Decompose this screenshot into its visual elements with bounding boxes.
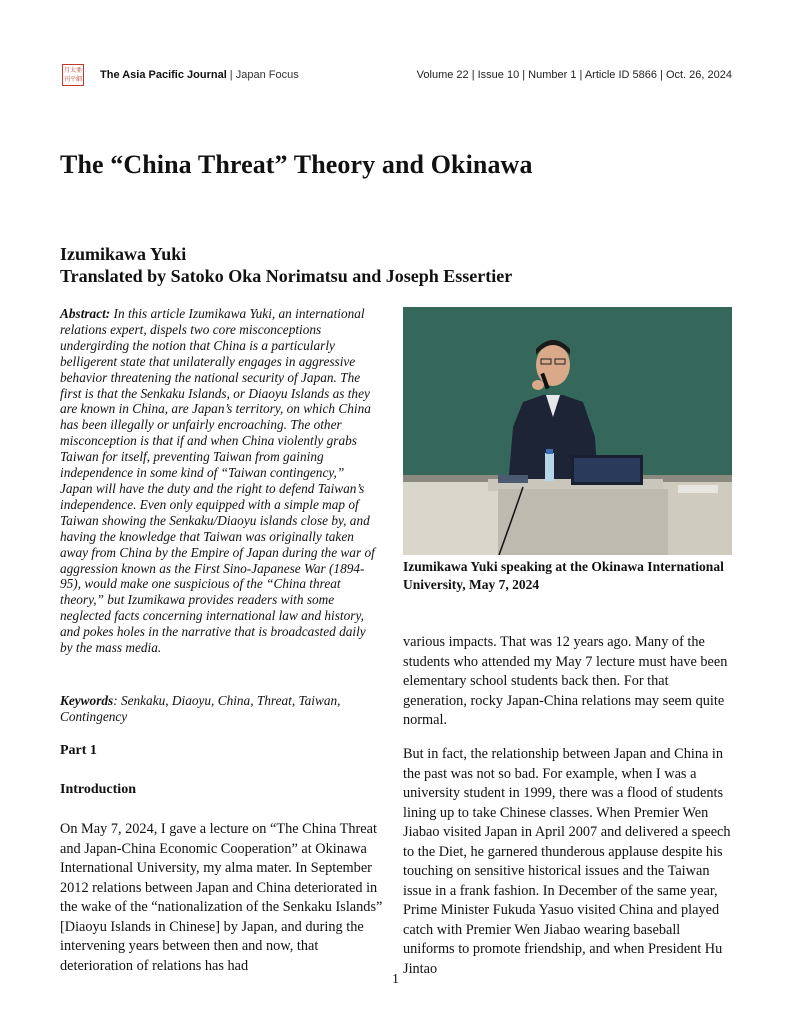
issue-info: Volume 22 | Issue 10 | Number 1 | Article ID 5866 | Oct. 26, 2024 (416, 69, 732, 81)
page-header (62, 64, 732, 88)
body-paragraph-left: On May 7, 2024, I gave a lecture on “The China Threat and Japan-China Economic Cooperation” at Okinawa International University, my alma mater. In September 2012 relations between Japan and China deteriorated in the wake of the “nationalization of the Senkaku Islands” [Diaoyu Islands in Chinese] by Japan, and during the intervening years between then and now, that deterioration of relations has had (60, 821, 383, 974)
keywords-label: Keywords (60, 693, 114, 708)
logo-char: 刊 (64, 76, 71, 83)
abstract (60, 306, 378, 656)
body-paragraph-right-2: But in fact, the relationship between Japan and China in the past was not so bad. For example, when I was a university student in 1999, there was a flood of students lining up to take Chinese classes. When Premier Wen Jiabao visited Japan in April 2007 and delivered a speech to the Diet, he garnered thunderous applause despite his touching on sensitive historical issues and the Taiwan issue in a frank fashion. In December of the same year, Prime Minister Fukuda Yasuo visited China and played catch with Premier Wen Jiabao wearing baseball uniforms to promote friendship, and when President Hu Jintao (403, 746, 731, 977)
abstract-text: In this article Izumikawa Yuki, an international relations expert, dispels two core misconceptions undergirding the notion that China is a particularly belligerent state that unilaterally engages in aggressive behavior threatening the national security of Japan. The first is that the Senkaku Islands, or Diaoyu Islands as they are known in China, are Japan’s territory, on which China has been illegally or unfairly encroaching. The other misconception is that if and when China violently grabs Taiwan for itself, preventing Taiwan from gaining independence in some kind of “Taiwan contingency,” Japan will have the duty and the right to defend Taiwan’s independence. Even only equipped with a simple map of Taiwan showing the Senkaku/Diaoyu islands close by, and having the knowledge that Taiwan was originally taken away from China by the Empire of Japan during the war of aggression known as the First Sino-Japanese War (1894-95), would make one suspicious of the “China threat theory,” but Izumikawa provides readers with some neglected facts concerning international law and history, and pokes holes in the narrative that is broadcasted daily by the mass media. (60, 306, 375, 656)
logo-char: 月 (64, 67, 71, 74)
author-name: Izumikawa Yuki (60, 244, 187, 264)
body-paragraph-right-1: various impacts. That was 12 years ago. Many of the students who attended my May 7 lecture must have been elementary school students back then. For that generation, rocky Japan-China relations may seem quite normal. (403, 634, 728, 728)
translator-line: Translated by Satoko Oka Norimatsu and Joseph Essertier (60, 266, 513, 286)
keywords (60, 693, 378, 725)
logo-char: 太 (70, 67, 77, 74)
keywords-text: : Senkaku, Diaoyu, China, Threat, Taiwan, Contingency (60, 693, 341, 724)
logo-char: 平 (70, 76, 77, 83)
photo-caption: Izumikawa Yuki speaking at the Okinawa International University, May 7, 2024 (403, 559, 724, 592)
page-number: 1 (392, 972, 399, 987)
journal-name: The Asia Pacific Journal (100, 69, 227, 81)
article-title: The “China Threat” Theory and Okinawa (60, 150, 533, 179)
journal-subtitle: | Japan Focus (226, 69, 299, 81)
lecture-photo-illustration (403, 307, 732, 555)
abstract-label: Abstract: (60, 306, 111, 321)
logo-char: 亜 (76, 67, 83, 74)
author-block (60, 243, 740, 287)
lecture-photo (403, 307, 732, 555)
section-heading: Introduction (60, 782, 136, 797)
journal-title (100, 69, 299, 81)
journal-logo (62, 64, 84, 86)
logo-char: 細 (76, 76, 83, 83)
part-heading: Part 1 (60, 743, 97, 758)
